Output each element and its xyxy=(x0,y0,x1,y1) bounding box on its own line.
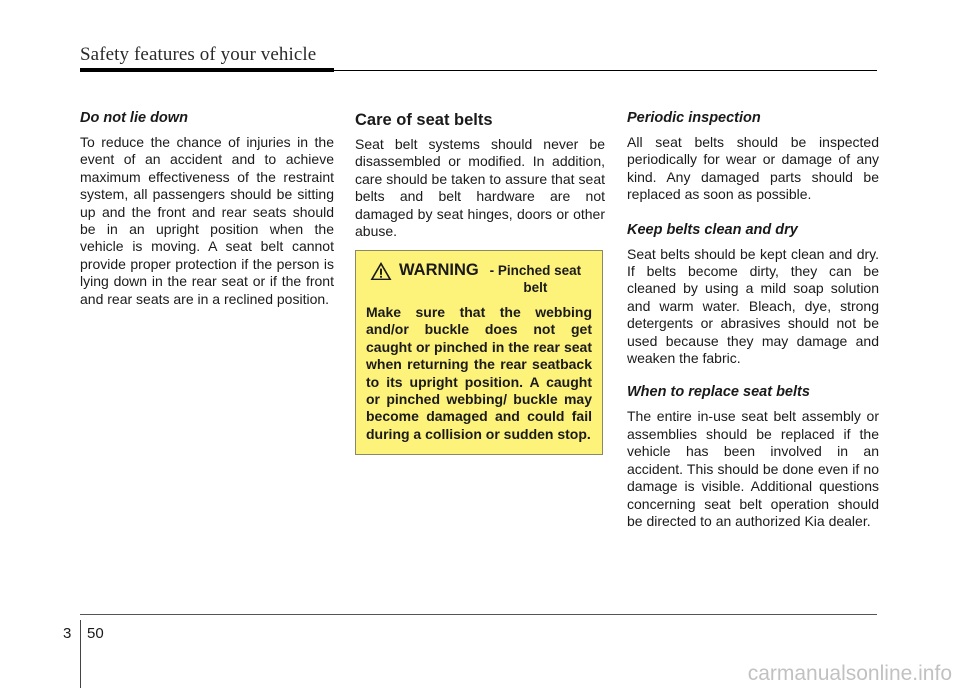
footer-rule xyxy=(80,614,877,615)
section-heading-when-to-replace: When to replace seat belts xyxy=(627,384,810,401)
warning-title: - Pinched seat belt xyxy=(489,263,582,295)
column-right xyxy=(627,110,879,530)
column-left xyxy=(80,110,334,308)
chapter-number: 3 xyxy=(63,625,72,642)
section-text-periodic-inspection: All seat belts should be inspected periodically for wear or damage of any kind. Any damaged parts should be replaced as soon as possible. xyxy=(627,134,879,203)
warning-text: Make sure that the webbing and/or buckle does not get caught or pinched in the rear seat when returning the rear seatback to its upright position. A caught or pinched webbing/ buckle may become damaged and could fail during a collision or sudden stop. xyxy=(366,304,592,442)
section-text-do-not-lie-down: To reduce the chance of injuries in the event of an accident and to achieve maximum effectiveness of the restraint system, all passengers should be sitting up and the front and rear seats should be in an upright position when the vehicle is moving. A seat belt cannot provide proper protection if the person is lying down in the rear seat or if the front and rear seats are in a reclined position. xyxy=(80,134,334,307)
section-text-when-to-replace: The entire in-use seat belt assembly or assemblies should be replaced if the vehicle has been involved in an accident. This should be done even if no damage is visible. Additional questions concerning seat belt operation should be directed to an authorized Kia dealer. xyxy=(627,408,879,529)
warning-triangle-icon xyxy=(369,261,393,281)
header-rule-thick xyxy=(80,68,334,72)
warning-box xyxy=(355,250,603,455)
header-rule-thin xyxy=(334,70,877,71)
warning-header xyxy=(366,260,592,296)
section-heading-periodic-inspection: Periodic inspection xyxy=(627,110,761,126)
warning-label: WARNING xyxy=(399,261,479,279)
section-heading-keep-belts-clean: Keep belts clean and dry xyxy=(627,221,798,238)
page-number: 50 xyxy=(87,625,104,642)
section-text-care-of-seat-belts: Seat belt systems should never be disassembled or modified. In addition, care should be taken to assure that seat belts and belt hardware are not damaged by seat hinges, doors or other abuse. xyxy=(355,136,605,240)
page-header-title: Safety features of your vehicle xyxy=(80,44,317,65)
section-text-keep-belts-clean: Seat belts should be kept clean and dry. If belts become dirty, they can be cleaned by using a mild soap solution and warm water. Bleach, dye, strong detergents or abrasives should not be used because they may damage and weaken the fabric. xyxy=(627,245,879,367)
column-middle xyxy=(355,110,605,240)
section-heading-do-not-lie-down: Do not lie down xyxy=(80,110,188,126)
section-heading-care-of-seat-belts: Care of seat belts xyxy=(355,111,493,129)
page-number-divider xyxy=(80,620,81,688)
watermark: carmanualsonline.info xyxy=(747,662,952,685)
